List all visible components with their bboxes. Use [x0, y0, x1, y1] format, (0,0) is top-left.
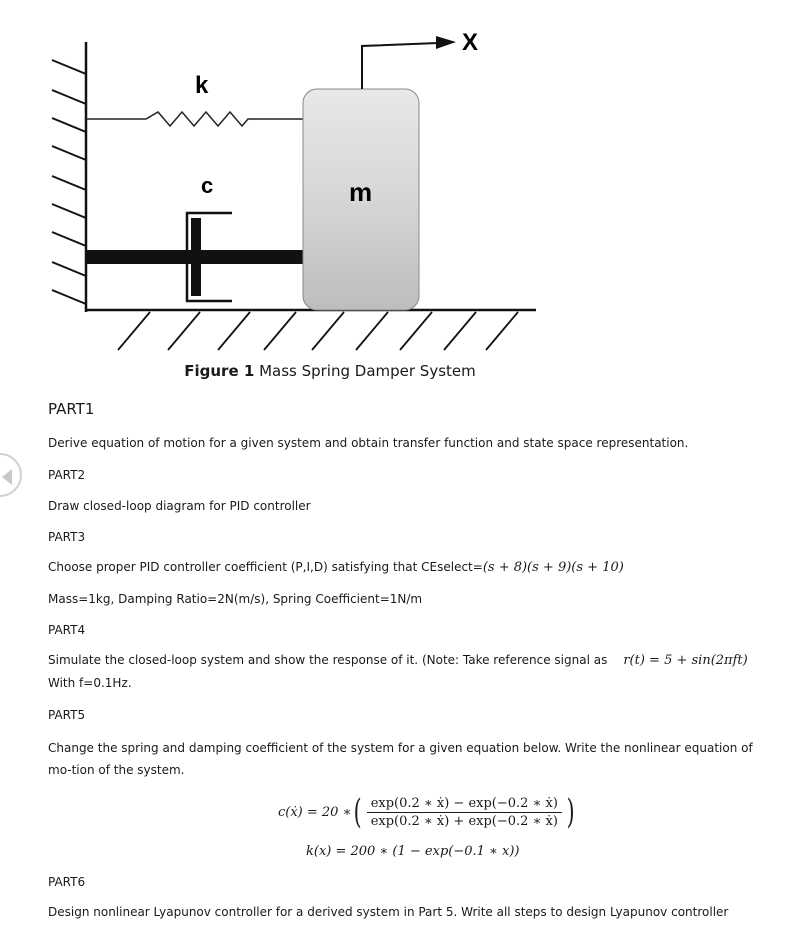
- part4-reference-equation: r(t) = 5 + sin(2πft): [623, 653, 748, 668]
- caption-number: Figure 1: [184, 362, 255, 380]
- damping-equation-lhs: c(ẋ) = 20 ∗: [278, 804, 352, 820]
- part3-title: PART3: [48, 530, 86, 544]
- part1-text: Derive equation of motion for a given system and obtain transfer function and state space representation.: [48, 436, 689, 450]
- spring-label: k: [195, 72, 209, 99]
- part2-title: PART2: [48, 468, 86, 482]
- part5-text: Change the spring and damping coefficient of the system for a given equation below. Write the nonlinear equation of mo-tion of the system.: [48, 741, 753, 777]
- part3-text: [48, 560, 624, 575]
- part4-title: PART4: [48, 623, 86, 637]
- part3-ce-equation: (s + 8)(s + 9)(s + 10): [482, 560, 624, 575]
- mass-spring-damper-figure: [0, 0, 802, 360]
- part3-params: Mass=1kg, Damping Ratio=2N(m/s), Spring Coefficient=1N/m: [48, 592, 423, 606]
- part5-title: PART5: [48, 708, 86, 722]
- chevron-left-icon: [2, 467, 14, 487]
- previous-page-button[interactable]: [0, 453, 22, 497]
- displacement-arrow: [362, 36, 456, 89]
- part6-text: Design nonlinear Lyapunov controller for a derived system in Part 5. Write all steps to design Lyapunov controller: [48, 905, 729, 919]
- wall: [52, 42, 86, 312]
- damping-equation-denominator: exp(0.2 ∗ ẋ) + exp(−0.2 ∗ ẋ): [370, 813, 558, 829]
- part4-text-main: Simulate the closed-loop system and show the response of it. (Note: Take reference signal as: [48, 653, 608, 667]
- damping-equation-numerator: exp(0.2 ∗ ẋ) − exp(−0.2 ∗ ẋ): [367, 796, 562, 813]
- figure-caption: [0, 362, 660, 380]
- damper: [86, 213, 304, 301]
- part6-title: PART6: [48, 875, 86, 889]
- part1-title: PART1: [48, 400, 95, 418]
- displacement-label: X: [462, 29, 479, 56]
- part2-text: Draw closed-loop diagram for PID controller: [48, 499, 311, 513]
- damping-equation-fraction: [367, 796, 562, 829]
- part3-text-main: Choose proper PID controller coefficient (P,I,D) satisfying that CEselect=: [48, 560, 483, 574]
- spring: [86, 112, 304, 126]
- damping-equation: [278, 790, 577, 834]
- part4-text: [48, 653, 748, 668]
- left-paren: (: [354, 792, 363, 832]
- mass-label: m: [349, 177, 373, 207]
- right-paren: ): [566, 792, 575, 832]
- part4-frequency: With f=0.1Hz.: [48, 676, 132, 690]
- caption-text: Mass Spring Damper System: [254, 362, 476, 380]
- damper-label: c: [201, 173, 214, 198]
- spring-equation: k(x) = 200 ∗ (1 − exp(−0.1 ∗ x)): [306, 844, 520, 859]
- ground: [86, 310, 536, 350]
